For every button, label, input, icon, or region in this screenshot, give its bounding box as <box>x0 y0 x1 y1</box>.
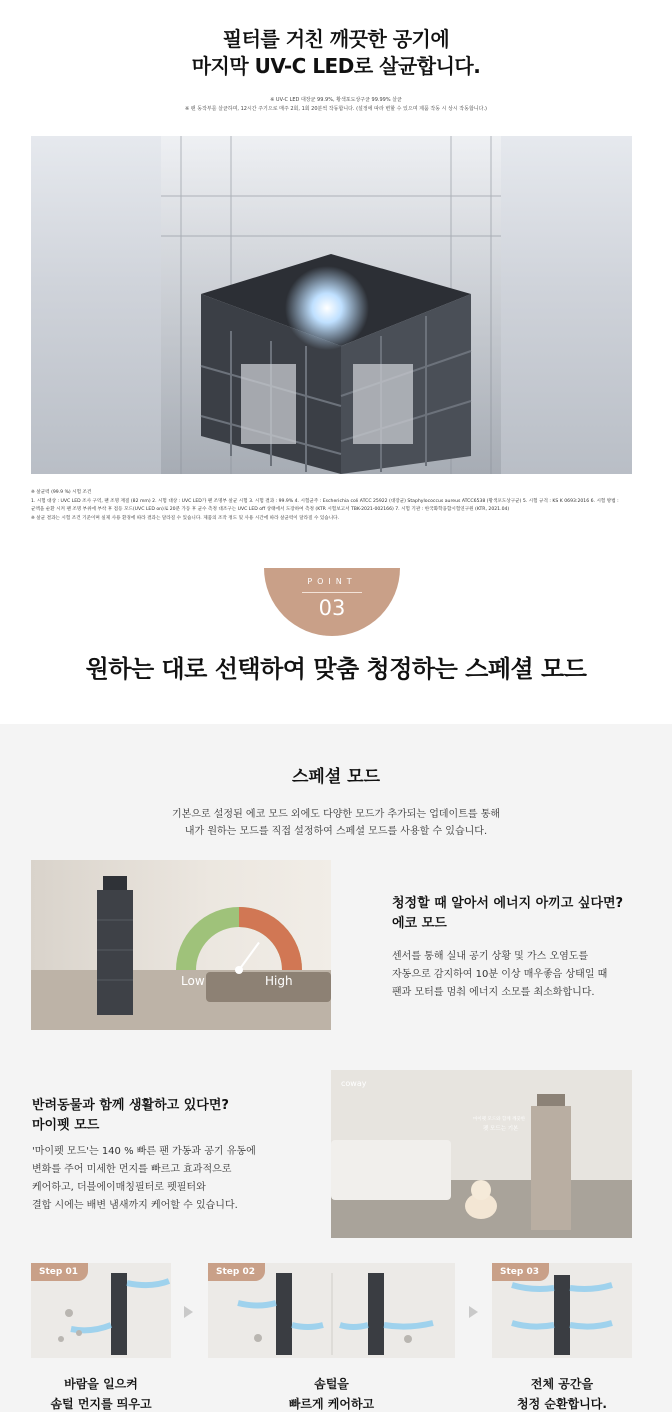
hero-title-line1: 필터를 거친 깨끗한 공기에 <box>222 27 450 51</box>
step-caption-line1: 전체 공간을 <box>530 1377 594 1391</box>
uv-glow <box>285 266 369 350</box>
point-label: POINT <box>307 577 357 586</box>
pet-desc-line3: 케어하고, 더블에이매칭필터로 펫필터와 <box>32 1182 206 1193</box>
eco-desc-line2: 자동으로 감지하여 10분 이상 매우좋음 상태일 때 <box>392 969 608 980</box>
pet-mode-description <box>32 1143 312 1215</box>
step-arrow-icon <box>469 1306 478 1318</box>
pet-scene <box>331 1070 632 1238</box>
pet-image-caption-line2: 펫 모드는 기본 <box>483 1126 519 1132</box>
step-caption <box>492 1374 632 1414</box>
pet-image-caption-line1: 마이펫 모드와 함께 깨끗한 <box>473 1117 526 1122</box>
hero-note-line1: ※ UV-C LED 대장균 99.9%, 황색포도상구균 99.99% 살균 <box>270 97 402 103</box>
test-footnotes <box>31 489 641 523</box>
purifier-icon <box>554 1275 570 1355</box>
eco-desc-line1: 센서를 통해 실내 공기 상황 및 가스 오염도를 <box>392 951 589 962</box>
step-caption-line2: 청정 순환합니다. <box>517 1397 607 1411</box>
step-caption-line2: 솜털 먼지를 띄우고 <box>50 1397 152 1411</box>
gauge-high-label: High <box>265 974 293 988</box>
step-arrow-icon <box>184 1306 193 1318</box>
step-caption <box>31 1374 171 1414</box>
step-badge: Step 03 <box>492 1263 549 1281</box>
purifier-icon <box>276 1273 292 1355</box>
footnote-line: 1. 시험 대상 : UVC LED 조사 구역, 팬 조명 재질 (82 mm) 2. 시험 대상 : UVC LED가 팬 조명부 살균 시험 3. 시험 결과 : 99.9% 4. 시험균주 : Escherichia coli ATCC 25922 (대장균) Staphylococcus aureus ATCC6538 (황색포도상구균) 5. 시험 규격 : KS K 0693:2016 6. 시험 방법 : <box>31 498 619 504</box>
point-divider <box>302 592 362 593</box>
special-desc-line2: 내가 원하는 모드를 직접 설정하여 스페셜 모드를 사용할 수 있습니다. <box>184 826 488 837</box>
step-badge: Step 01 <box>31 1263 88 1281</box>
eco-scene <box>31 860 331 1030</box>
hero-title-line2: 마지막 UV-C LED로 살균합니다. <box>191 54 481 78</box>
coway-logo: coway <box>341 1079 367 1088</box>
step-card <box>208 1263 455 1358</box>
pet-mode-title <box>32 1096 302 1136</box>
footnote-line: ※ 살균 결과는 시험 조건 기준이며 실제 사용 환경에 따라 결과는 달라질 수 있습니다. 제품의 조작 정도 및 사용 시간에 따라 살균력이 달라질 수 있습니다. <box>31 515 340 521</box>
pet-desc-line2: 변화를 주어 미세한 먼지를 빠르고 효과적으로 <box>32 1164 232 1175</box>
eco-desc-line3: 팬과 모터를 멈춰 에너지 소모를 최소화합니다. <box>392 987 595 998</box>
eco-mode-image <box>31 860 331 1030</box>
step-caption-line1: 솜털을 <box>314 1377 349 1391</box>
step-card <box>31 1263 171 1358</box>
point-number: 03 <box>318 596 346 620</box>
uv-led-illustration <box>31 136 632 474</box>
hero-note <box>0 96 672 114</box>
gauge-needle <box>239 943 259 971</box>
step-caption <box>208 1374 455 1414</box>
point-badge <box>264 568 400 636</box>
eco-title-line1: 청정할 때 알아서 에너지 아끼고 싶다면? <box>392 896 624 911</box>
eco-title-line2: 에코 모드 <box>392 916 447 931</box>
step-caption-line2: 빠르게 케어하고 <box>288 1397 375 1411</box>
special-mode-description <box>0 806 672 840</box>
eco-mode-description <box>392 948 652 1002</box>
pet-title-line2: 마이펫 모드 <box>32 1118 100 1133</box>
footnote-line: 균액을 순환 시켜 팬 조명 부위에 부착 후 점등 모드(UVC LED on)로 20분 가동 후 균수 측정 대조구는 UVC LED off 상태에서 도장하여 측정 (KTR 시험보고서 TBK-2021-002166) 7. 시험 기관 : 한국화학융합시험연구원 (KTR, 2021.04) <box>31 507 510 512</box>
special-desc-line1: 기본으로 설정된 에코 모드 외에도 다양한 모드가 추가되는 업데이트를 통해 <box>171 809 501 820</box>
hero-note-line2: ※ 팬 동작부를 살균하며, 12시간 주기으로 매주 2회, 1회 20분씩 작동합니다. (설정에 따라 변할 수 있으며 제품 작동 시 상시 작동합니다.) <box>185 106 487 112</box>
purifier-icon <box>111 1273 127 1355</box>
gauge-low-label: Low <box>181 974 205 988</box>
pet-desc-line1: '마이펫 모드'는 140 % 빠른 팬 가동과 공기 유동에 <box>32 1146 256 1157</box>
uv-led-filter-image <box>31 136 632 474</box>
section-title: 원하는 대로 선택하여 맞춤 청정하는 스페셜 모드 <box>85 655 587 683</box>
air-purifier-tower <box>531 1106 571 1230</box>
step-card <box>492 1263 632 1358</box>
step-caption-line1: 바람을 일으켜 <box>64 1377 138 1391</box>
hero-title <box>0 26 672 80</box>
footnote-line: ※ 살균력 (99.9 %) 시험 조건 <box>31 490 92 495</box>
eco-mode-title <box>392 894 652 934</box>
pet-desc-line4: 결합 시에는 배변 냄새까지 케어할 수 있습니다. <box>32 1200 238 1211</box>
pet-title-line1: 반려동물과 함께 생활하고 있다면? <box>32 1098 229 1113</box>
pet-mode-image <box>331 1070 632 1238</box>
special-mode-title: 스페셜 모드 <box>291 767 381 787</box>
air-purifier-tower <box>97 890 133 1015</box>
bed <box>331 1140 451 1200</box>
step-badge: Step 02 <box>208 1263 265 1281</box>
purifier-icon <box>368 1273 384 1355</box>
